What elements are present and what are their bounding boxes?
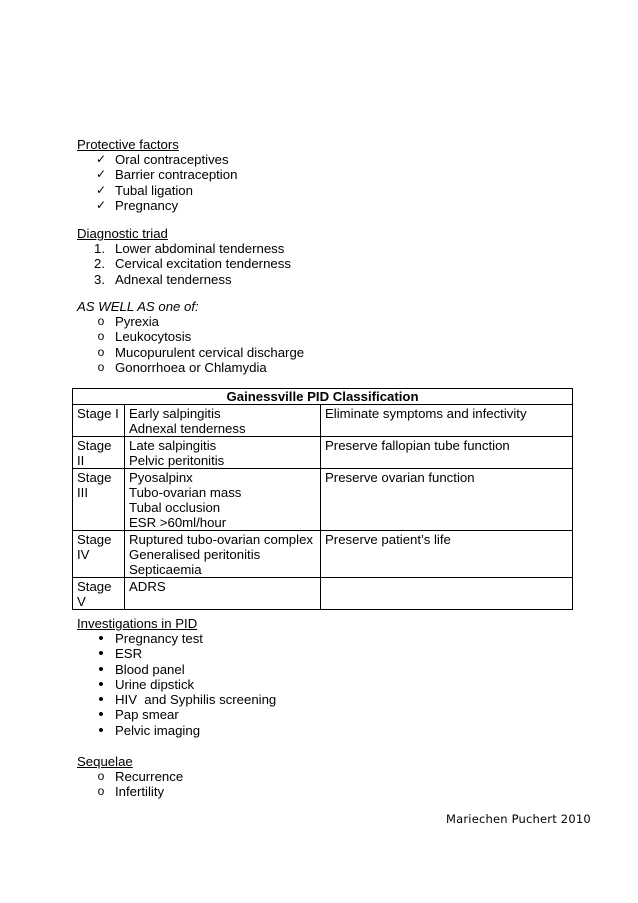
feature-text: Ruptured tubo-ovarian complex (129, 532, 313, 547)
protective-factors-section (77, 137, 237, 213)
stage-label: V (77, 594, 86, 609)
stage-label: Stage II (77, 438, 112, 468)
bullet-icon: • (98, 645, 104, 663)
goal-cell: Preserve fallopian tube function (321, 437, 573, 469)
table-row (73, 469, 573, 531)
stage-label: Stage (77, 532, 112, 547)
list-item-text: Infertility (115, 784, 165, 800)
list-item-text: Blood panel (115, 661, 185, 677)
list-item (77, 692, 276, 707)
feature-text: Generalised peritonitis (129, 547, 261, 562)
list-item (77, 272, 291, 287)
list-item (77, 723, 276, 738)
pid-classification-table (72, 388, 573, 610)
list-item-text: Pregnancy (115, 197, 179, 213)
list-item-text: Mucopurulent cervical discharge (115, 344, 305, 360)
list-item (77, 784, 183, 799)
also-one-of-list (77, 314, 304, 375)
feature-text: Tubal occlusion (129, 500, 221, 515)
page-footer: Mariechen Puchert 2010 (446, 812, 591, 826)
stage-label: Stage (77, 470, 112, 485)
features-cell (125, 405, 321, 437)
list-item (77, 631, 276, 646)
table-row (73, 437, 573, 469)
list-number: 2. (94, 256, 105, 272)
checkmark-icon: ✓ (95, 182, 107, 197)
table-title-row (73, 389, 573, 405)
list-item-text: Gonorrhoea or Chlamydia (115, 359, 267, 375)
list-item-text: Recurrence (115, 769, 184, 784)
circle-bullet-icon: o (97, 314, 105, 328)
list-item (77, 769, 183, 784)
goal-cell (321, 578, 573, 610)
list-item (77, 167, 237, 182)
list-item-text: ESR (115, 646, 143, 662)
bullet-icon: • (98, 706, 104, 724)
list-item (77, 662, 276, 677)
list-item-text: Urine dipstick (115, 676, 195, 692)
list-item-text: HIV and Syphilis screening (115, 692, 277, 708)
circle-bullet-icon: o (97, 344, 105, 359)
list-item (77, 646, 276, 661)
also-one-of-section (77, 299, 304, 375)
list-item (77, 314, 304, 329)
circle-bullet-icon: o (97, 769, 105, 783)
stage-label: Stage I (77, 406, 119, 421)
stage-label: III (77, 485, 88, 500)
list-item-text: Pelvic imaging (115, 722, 201, 738)
checkmark-icon: ✓ (95, 152, 107, 166)
feature-text: ADRS (129, 579, 166, 594)
feature-text: ESR >60ml/hour (129, 515, 227, 530)
list-item-text: Pregnancy test (115, 631, 203, 646)
checkmark-icon: ✓ (95, 167, 107, 182)
list-item (77, 241, 291, 256)
investigations-heading: Investigations in PID (77, 616, 198, 631)
feature-text: Pyosalpinx (129, 470, 193, 485)
bullet-icon: • (98, 721, 104, 739)
diagnostic-triad-list (77, 241, 291, 287)
list-number: 1. (94, 241, 105, 256)
features-cell (125, 469, 321, 531)
stage-cell (73, 405, 125, 437)
table-row (73, 531, 573, 578)
stage-label: IV (77, 547, 90, 562)
diagnostic-triad-section (77, 226, 291, 287)
list-item (77, 152, 237, 167)
list-item (77, 183, 237, 198)
feature-text: Adnexal tenderness (129, 421, 246, 436)
circle-bullet-icon: o (97, 784, 105, 799)
bullet-icon: • (98, 675, 104, 693)
bullet-icon: • (98, 630, 104, 647)
features-cell (125, 578, 321, 610)
features-cell (125, 531, 321, 578)
feature-text: Septicaemia (129, 562, 202, 577)
list-item (77, 677, 276, 692)
table-row (73, 578, 573, 610)
checkmark-icon: ✓ (95, 197, 107, 212)
table-row (73, 405, 573, 437)
list-item-text: Lower abdominal tenderness (115, 241, 285, 256)
goal-cell: Eliminate symptoms and infectivity (321, 405, 573, 437)
list-item-text: Pyrexia (115, 314, 159, 329)
goal-cell: Preserve patient’s life (321, 531, 573, 578)
feature-text: Early salpingitis (129, 406, 221, 421)
stage-cell (73, 437, 125, 469)
feature-text: Late salpingitis (129, 438, 217, 453)
feature-text: Tubo-ovarian mass (129, 485, 242, 500)
feature-text: Pelvic peritonitis (129, 453, 225, 468)
list-item-text: Adnexal tenderness (115, 271, 232, 287)
investigations-section (77, 616, 276, 738)
features-cell (125, 437, 321, 469)
list-item (77, 329, 304, 344)
goal-cell: Preserve ovarian function (321, 469, 573, 531)
list-item (77, 345, 304, 360)
list-item-text: Barrier contraception (115, 167, 238, 183)
bullet-icon: • (98, 660, 104, 678)
bullet-icon: • (98, 691, 104, 709)
also-one-of-heading: AS WELL AS one of: (77, 299, 199, 314)
sequelae-list (77, 769, 183, 800)
list-item (77, 198, 237, 213)
list-item-text: Cervical excitation tenderness (115, 256, 291, 272)
circle-bullet-icon: o (97, 329, 105, 344)
sequelae-heading: Sequelae (77, 754, 133, 769)
investigations-list (77, 631, 276, 738)
stage-cell (73, 531, 125, 578)
sequelae-section (77, 754, 183, 800)
circle-bullet-icon: o (97, 359, 105, 374)
list-item-text: Oral contraceptives (115, 152, 229, 167)
list-item-text: Pap smear (115, 707, 179, 723)
stage-cell (73, 578, 125, 610)
list-item-text: Leukocytosis (115, 329, 192, 345)
protective-factors-heading: Protective factors (77, 137, 179, 152)
list-item-text: Tubal ligation (115, 182, 193, 198)
diagnostic-triad-heading: Diagnostic triad (77, 226, 168, 241)
protective-factors-list (77, 152, 237, 213)
stage-label: Stage (77, 579, 112, 594)
list-number: 3. (94, 271, 105, 287)
list-item (77, 256, 291, 271)
list-item (77, 707, 276, 722)
table-title: Gainessville PID Classification (73, 389, 573, 405)
stage-cell (73, 469, 125, 531)
list-item (77, 360, 304, 375)
